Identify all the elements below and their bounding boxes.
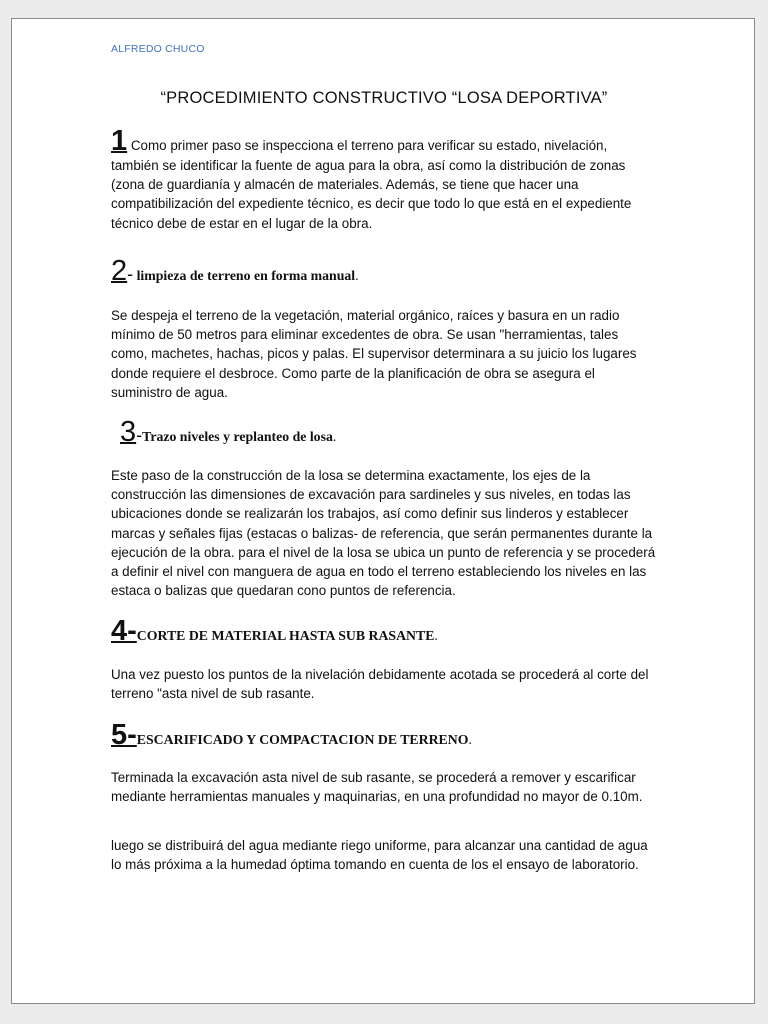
section-5-heading: [111, 721, 657, 750]
document-page: [11, 18, 755, 1004]
section-2-body: [111, 306, 657, 402]
section-2-dash: -: [127, 264, 134, 284]
section-3-title: Trazo niveles y replanteo de losa: [142, 429, 333, 444]
section-1-number: 1: [111, 125, 128, 157]
section-4-number: 4-: [111, 615, 137, 647]
section-3-body: [111, 466, 657, 600]
section-5-title: ESCARIFICADO Y COMPACTACION DE TERRENO: [136, 732, 469, 747]
section-3-dash: -: [136, 425, 143, 445]
section-1: [111, 127, 657, 233]
author-name: ALFREDO CHUCO: [111, 43, 205, 55]
section-2-title: limpieza de terreno en forma manual: [133, 268, 356, 283]
section-4-heading: [111, 617, 657, 646]
section-2-number: 2: [111, 255, 128, 287]
section-3-heading: [120, 418, 666, 447]
section-4-title: CORTE DE MATERIAL HASTA SUB RASANTE: [136, 628, 435, 643]
section-5-paragraph: Terminada la excavación asta nivel de sub rasante, se procederá a remover y escarificar mediante herramientas manuales y maquinarias, en una profundidad no mayor de 0.10m.: [111, 770, 643, 805]
section-2-heading: [111, 257, 657, 286]
section-5-title-end: .: [468, 732, 472, 747]
section-1-text: Como primer paso se inspecciona el terreno para verificar su estado, nivelación, también se identificar la fuente de agua para la obra, así como la distribución de zonas (zona de guardianía y almacén de materiales. Además, se tiene que hacer una compatibilización del expediente técnico, es decir que todo lo que está en el expediente técnico debe de estar en el lugar de la obra.: [111, 138, 632, 231]
section-2-title-end: .: [355, 268, 359, 283]
section-5-number: 5-: [111, 719, 137, 751]
section-2-paragraph: Se despeja el terreno de la vegetación, material orgánico, raíces y basura en un radio mínimo de 50 metros para eliminar excedentes de obra. Se usan "herramientas, tales como, machetes, hachas, picos y palas. El supervisor determinara a su juicio los lugares donde requiere el desbroce. Como parte de la planificación de obra se asegura el suministro de agua.: [111, 308, 637, 400]
section-5-paragraph-2: luego se distribuirá del agua mediante riego uniforme, para alcanzar una cantidad de agua lo más próxima a la humedad óptima tomando en cuenta de los el ensayo de laboratorio.: [111, 838, 648, 873]
section-5-body: [111, 768, 657, 806]
section-3-title-end: .: [332, 429, 337, 444]
section-5-body-2: [111, 836, 657, 874]
section-3-number: 3: [120, 416, 137, 448]
section-4-paragraph: Una vez puesto los puntos de la nivelación debidamente acotada se procederá al corte del terreno "asta nivel de sub rasante.: [111, 667, 649, 702]
section-3-paragraph: Este paso de la construcción de la losa se determina exactamente, los ejes de la construcción las dimensiones de excavación para sardineles y sus niveles, en todas las ubicaciones donde se realizarán los trabajos, así como definir sus linderos y establecer marcas y señales fijas (estacas o balizas- de referencia, que serán permanentes durante la ejecución de la obra. para el nivel de la losa se ubica un punto de referencia y se procederá a definir el nivel con manguera de agua en todo el terreno estableciendo los niveles en las estaca o balizas que quedaran cono puntos de referencia.: [111, 468, 656, 599]
document-title: “PROCEDIMIENTO CONSTRUCTIVO “LOSA DEPORTIVA”: [160, 89, 608, 107]
section-1-paragraph: [111, 127, 657, 233]
section-4-body: [111, 665, 657, 703]
section-4-title-end: .: [434, 628, 438, 643]
